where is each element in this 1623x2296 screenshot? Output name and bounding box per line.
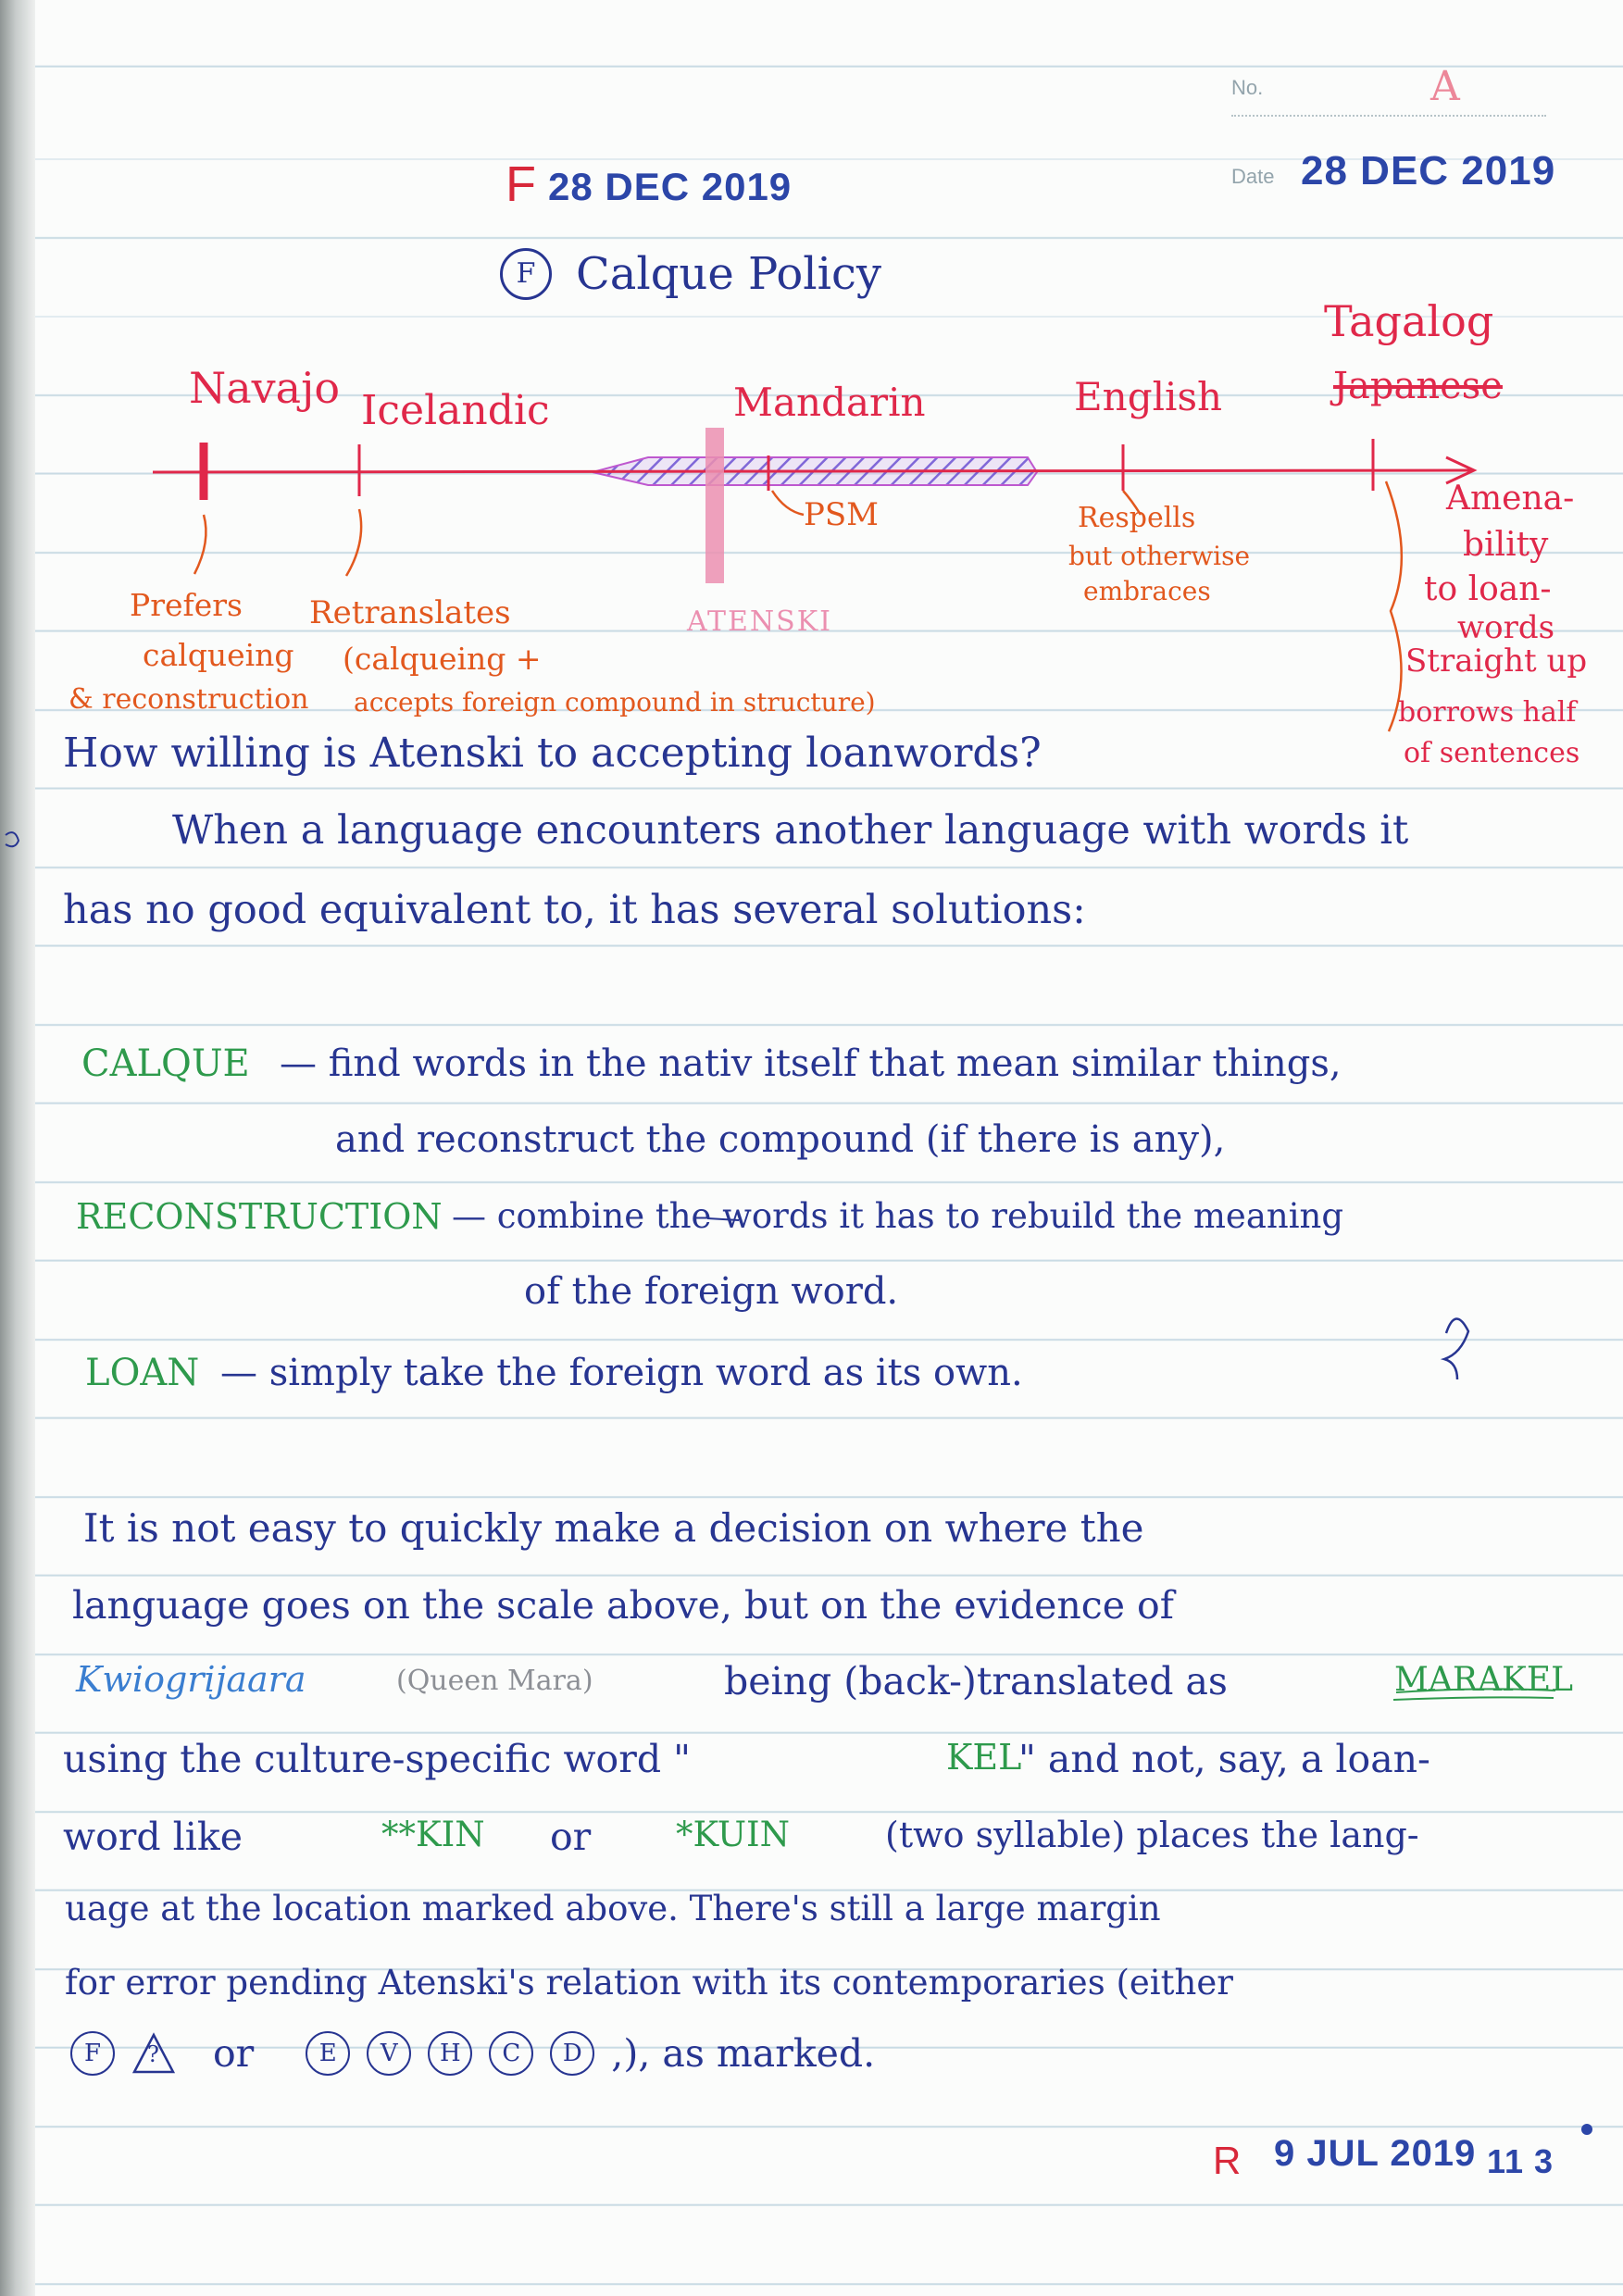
or-word: or (213, 2031, 255, 2076)
scale-label-tagalog: Tagalog (1324, 296, 1494, 346)
para-line-3: being (back-)translated as (724, 1659, 1228, 1703)
para-line-8-end: ,), as marked. (611, 2031, 876, 2076)
para-line-5a: word like (63, 1815, 243, 1859)
tagalog-note-4: words (1457, 609, 1555, 646)
navajo-bracket (194, 515, 206, 574)
circled-letter-e: E (306, 2031, 350, 2076)
kin-term: **KIN (381, 1815, 485, 1854)
question-line: How willing is Atenski to accepting loanwords? (63, 730, 1042, 777)
no-mark: A (1430, 63, 1460, 110)
page-title: Calque Policy (576, 248, 881, 300)
english-note-2: but otherwise (1068, 541, 1251, 571)
icelandic-note-1: Retranslates (309, 594, 511, 631)
navajo-note-1: Prefers (130, 587, 243, 623)
navajo-note-2: calqueing (143, 637, 294, 673)
marakel-term: MARAKEL (1394, 1661, 1574, 1699)
icelandic-bracket (346, 509, 361, 576)
tagalog-note-1: Amena- (1446, 480, 1575, 518)
triangle-question-icon (131, 2032, 176, 2075)
left-margin-mark (6, 832, 19, 846)
date-label: Date (1231, 165, 1275, 188)
icelandic-note-3: accepts foreign compound in structure) (354, 687, 876, 718)
tagalog-note-7: of sentences (1404, 737, 1580, 769)
english-note-3: embraces (1083, 576, 1211, 606)
calque-line-2: and reconstruct the compound (if there is any), (335, 1118, 1226, 1161)
para-line-1: It is not easy to quickly make a decision on where the (83, 1505, 1144, 1551)
tagalog-note-6: borrows half (1398, 696, 1577, 729)
date-stamp: 28 DEC 2019 (1301, 148, 1556, 193)
kuin-term: *KUIN (676, 1815, 790, 1854)
para-line-5b: (two syllable) places the lang- (885, 1815, 1419, 1855)
atenski-marker (705, 428, 724, 583)
psm-pointer (772, 491, 804, 515)
footer-letter: R (1213, 2139, 1242, 2182)
page-number: 11 3 (1487, 2142, 1554, 2180)
circled-letter-c: C (489, 2031, 533, 2076)
native-word-gloss: (Queen Mara) (396, 1665, 593, 1697)
scale-label-atenski: ATENSKI (687, 605, 832, 638)
para-line-6: uage at the location marked above. There's still a large margin (65, 1889, 1161, 1928)
triangle-question-mark: ? (147, 2041, 159, 2067)
calque-line-1: — find words in the nativ itself that mean similar things, (280, 1042, 1342, 1085)
para-line-4a: using the culture-specific word " (63, 1737, 691, 1781)
scale-label-psm: PSM (804, 496, 879, 533)
tagalog-bracket (1386, 481, 1402, 731)
no-label: No. (1231, 76, 1264, 99)
para-line-2: language goes on the scale above, but on the evidence of (72, 1583, 1174, 1628)
navajo-note-3: & reconstruction (69, 683, 309, 716)
loan-term: LOAN (85, 1352, 200, 1394)
circled-letter-h: H (428, 2031, 472, 2076)
title-circled-letter: F (500, 248, 552, 300)
ink-dot (1581, 2124, 1592, 2135)
margin-squiggle (1444, 1318, 1468, 1379)
para-line-4b: " and not, say, a loan- (1018, 1737, 1430, 1781)
para-line-7: for error pending Atenski's relation with its contemporaries (either (65, 1963, 1233, 2003)
scale-label-icelandic: Icelandic (361, 387, 550, 434)
scale-label-japanese: Japanese (1333, 365, 1503, 407)
file-stamp: 28 DEC 2019 (548, 165, 793, 208)
reconstruction-line-1: — combine the words it has to rebuild the meaning (452, 1196, 1344, 1236)
tagalog-note-3: to loan- (1424, 570, 1552, 608)
circled-letter-v: V (367, 2031, 411, 2076)
reconstruction-line-2: of the foreign word. (524, 1270, 899, 1313)
footer-stamp: 9 JUL 2019 (1274, 2133, 1477, 2174)
reconstruction-term: RECONSTRUCTION (76, 1196, 443, 1237)
icelandic-note-2: (calqueing + (343, 641, 542, 677)
intro-line-1: When a language encounters another language with words it (172, 807, 1409, 854)
circled-letter-d: D (550, 2031, 594, 2076)
intro-line-2: has no good equivalent to, it has several solutions: (63, 887, 1086, 933)
kel-term: KEL (946, 1737, 1022, 1778)
file-letter: F (506, 156, 536, 212)
scale-label-mandarin: Mandarin (733, 380, 926, 425)
english-note-1: Respells (1078, 502, 1196, 534)
native-word: Kwiogrijaara (76, 1659, 306, 1700)
tagalog-note-5: Straight up (1405, 643, 1588, 680)
scale-label-navajo: Navajo (189, 363, 341, 413)
loan-line-1: — simply take the foreign word as its own. (220, 1352, 1023, 1394)
para-line-8 (70, 2031, 875, 2076)
scale-label-english: English (1074, 374, 1223, 419)
para-line-5-or: or (550, 1815, 592, 1859)
circled-letter-f: F (70, 2031, 115, 2076)
scale-axis (153, 470, 1472, 472)
calque-term: CALQUE (81, 1042, 250, 1085)
tagalog-note-2: bility (1463, 526, 1549, 564)
